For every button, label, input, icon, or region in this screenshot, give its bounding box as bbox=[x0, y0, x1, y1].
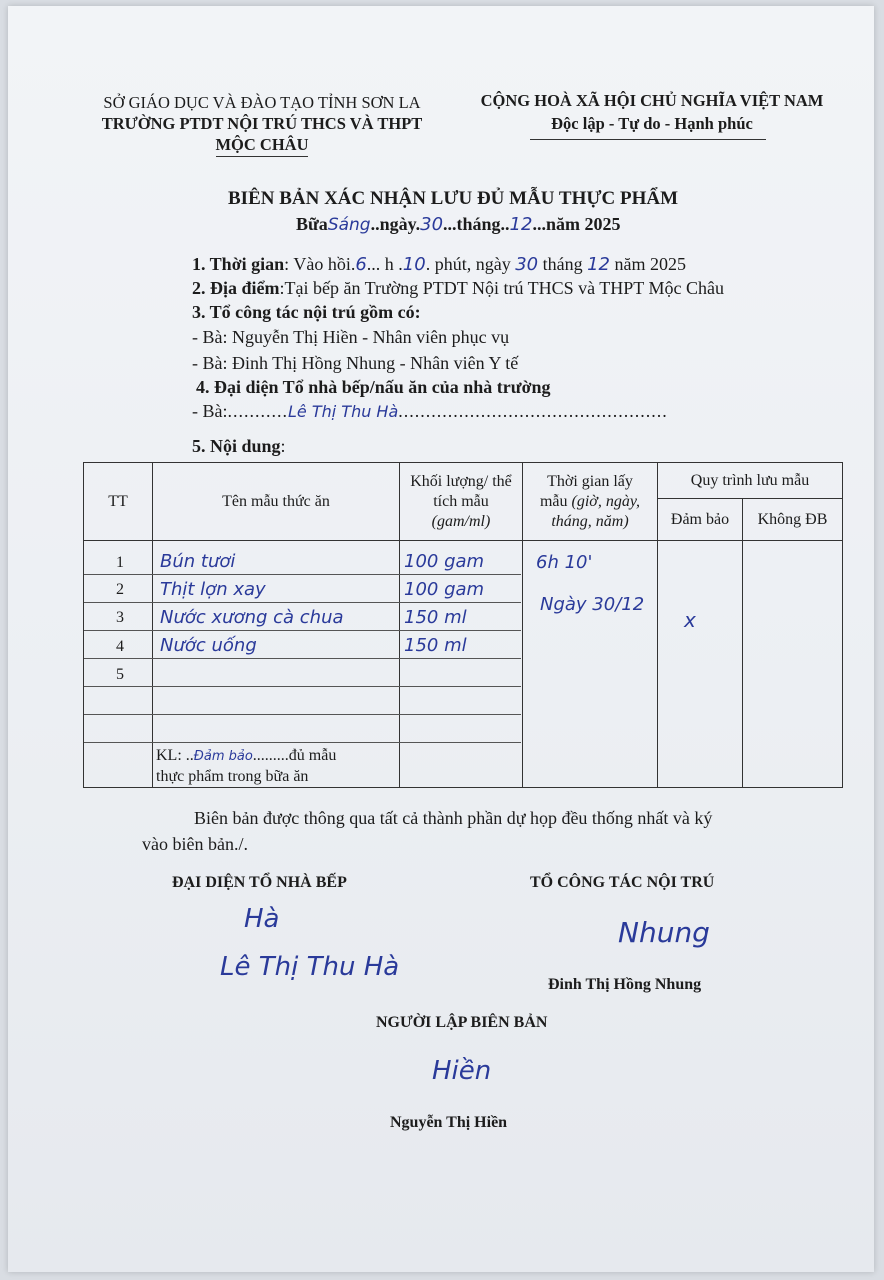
sample-date: Ngày 30/12 bbox=[540, 594, 645, 615]
food-name: Thịt lợn xay bbox=[160, 579, 266, 600]
body-weight-cell bbox=[400, 541, 523, 788]
row-divider bbox=[84, 658, 521, 659]
row-divider bbox=[84, 686, 521, 687]
col-header-tt: TT bbox=[84, 463, 153, 541]
header-right bbox=[462, 90, 842, 134]
row-number: 1 bbox=[116, 554, 124, 571]
section-content: 5. Nội dung: bbox=[192, 436, 286, 456]
location-text: :Tại bếp ăn Trường PTDT Nội trú THCS và THPT Mộc Châu bbox=[279, 278, 724, 298]
sample-time: 6h 10' bbox=[536, 552, 593, 573]
team-member-2: - Bà: Đinh Thị Hồng Nhung - Nhân viên Y tế bbox=[192, 353, 519, 373]
row-number: 3 bbox=[116, 609, 124, 626]
month-value: 12 bbox=[509, 214, 533, 235]
col-header-notok: Không ĐB bbox=[743, 499, 843, 541]
section-kitchen-label: 4. Đại diện Tổ nhà bếp/nấu ăn của nhà trường bbox=[196, 377, 551, 397]
row-number: 5 bbox=[116, 666, 124, 683]
minute-value: 10 bbox=[402, 254, 426, 275]
row-divider bbox=[84, 630, 521, 631]
section-time-label: 1. Thời gian bbox=[192, 254, 285, 274]
hour-value: 6 bbox=[355, 254, 367, 275]
closing-statement-line1: Biên bản được thông qua tất cả thành phần dự họp đều thống nhất và ký bbox=[194, 808, 713, 828]
boarding-signature-title: TỔ CÔNG TÁC NỘI TRÚ bbox=[530, 874, 715, 891]
kitchen-representative-line: - Bà:...........Lê Thị Thu Hà................................................. bbox=[192, 401, 668, 421]
department-name: SỞ GIÁO DỤC VÀ ĐÀO TẠO TỈNH SƠN LA bbox=[103, 93, 421, 112]
meal-date-line bbox=[296, 214, 620, 235]
col-header-name: Tên mẫu thức ăn bbox=[153, 463, 400, 541]
date-day-value: 30 bbox=[515, 254, 539, 275]
row-divider bbox=[84, 714, 521, 715]
kitchen-signer-name: Lê Thị Thu Hà bbox=[220, 952, 400, 982]
boarding-signature: Nhung bbox=[618, 916, 710, 949]
kitchen-signature: Hà bbox=[244, 904, 280, 934]
body-time-cell bbox=[523, 541, 658, 788]
food-name: Nước uống bbox=[160, 635, 257, 656]
body-notok-cell bbox=[743, 541, 843, 788]
body-tt-cell bbox=[84, 541, 153, 788]
row-number: 2 bbox=[116, 581, 124, 598]
closing-statement-line2: vào biên bản./. bbox=[142, 834, 248, 854]
food-name: Nước xương cà chua bbox=[160, 607, 344, 628]
month-label: ...tháng.. bbox=[443, 214, 510, 234]
conclusion-cell: KL: ..Đảm bảo.........đủ mẫu thực phẩm trong bữa ăn bbox=[153, 541, 400, 788]
col-header-time: Thời gian lấy mẫu (giờ, ngày, tháng, năm) bbox=[523, 463, 658, 541]
section-team-label: 3. Tổ công tác nội trú gồm có: bbox=[192, 302, 421, 322]
body-ok-cell bbox=[658, 541, 743, 788]
section-location bbox=[192, 278, 724, 299]
col-header-process: Quy trình lưu mẫu bbox=[658, 463, 843, 499]
food-name: Bún tươi bbox=[160, 551, 236, 572]
kitchen-signature-title: ĐẠI DIỆN TỔ NHÀ BẾP bbox=[172, 874, 347, 891]
recorder-signature: Hiền bbox=[432, 1056, 492, 1086]
date-month-value: 12 bbox=[587, 254, 611, 275]
meal-value: Sáng bbox=[327, 215, 371, 235]
header-left bbox=[82, 92, 442, 155]
country-name: CỘNG HOÀ XÃ HỘI CHỦ NGHĨA VIỆT NAM bbox=[480, 91, 824, 110]
row-divider bbox=[84, 742, 521, 743]
document-title: BIÊN BẢN XÁC NHẬN LƯU ĐỦ MẪU THỰC PHẨM bbox=[228, 188, 679, 209]
conclusion-value: Đảm bảo bbox=[193, 749, 253, 764]
team-member-1: - Bà: Nguyễn Thị Hiền - Nhân viên phục vụ bbox=[192, 327, 510, 347]
section-time: 1. Thời gian: Vào hồi.6... h .10. phút, ngày 30 tháng 12 năm 2025 bbox=[192, 254, 687, 275]
section-content-label: 5. Nội dung bbox=[192, 436, 281, 456]
food-weight: 150 ml bbox=[404, 635, 467, 656]
header-left-underline bbox=[216, 156, 308, 157]
meal-label: Bữa bbox=[296, 214, 328, 234]
national-motto: Độc lập - Tự do - Hạnh phúc bbox=[551, 114, 753, 133]
col-header-ok: Đảm bảo bbox=[658, 499, 743, 541]
row-divider bbox=[84, 574, 521, 575]
recorder-signature-title: NGƯỜI LẬP BIÊN BẢN bbox=[376, 1014, 548, 1031]
day-label: ..ngày. bbox=[370, 214, 421, 234]
day-value: 30 bbox=[420, 214, 444, 235]
header-right-underline bbox=[530, 139, 766, 140]
school-name-line1: TRƯỜNG PTDT NỘI TRÚ THCS VÀ THPT bbox=[101, 114, 423, 133]
kitchen-representative-name: Lê Thị Thu Hà bbox=[288, 402, 399, 421]
school-name-line2: MỘC CHÂU bbox=[215, 135, 309, 154]
col-header-weight: Khối lượng/ thể tích mẫu (gam/ml) bbox=[400, 463, 523, 541]
year-label: ...năm 2025 bbox=[532, 214, 621, 234]
food-weight: 150 ml bbox=[404, 607, 467, 628]
ok-checkmark: x bbox=[684, 608, 696, 632]
row-divider bbox=[84, 602, 521, 603]
food-weight: 100 gam bbox=[404, 551, 485, 572]
food-weight: 100 gam bbox=[404, 579, 485, 600]
row-number: 4 bbox=[116, 638, 124, 655]
boarding-signer-name: Đinh Thị Hồng Nhung bbox=[548, 976, 702, 993]
recorder-signer-name: Nguyễn Thị Hiền bbox=[390, 1114, 508, 1131]
section-location-label: 2. Địa điểm bbox=[192, 278, 280, 298]
